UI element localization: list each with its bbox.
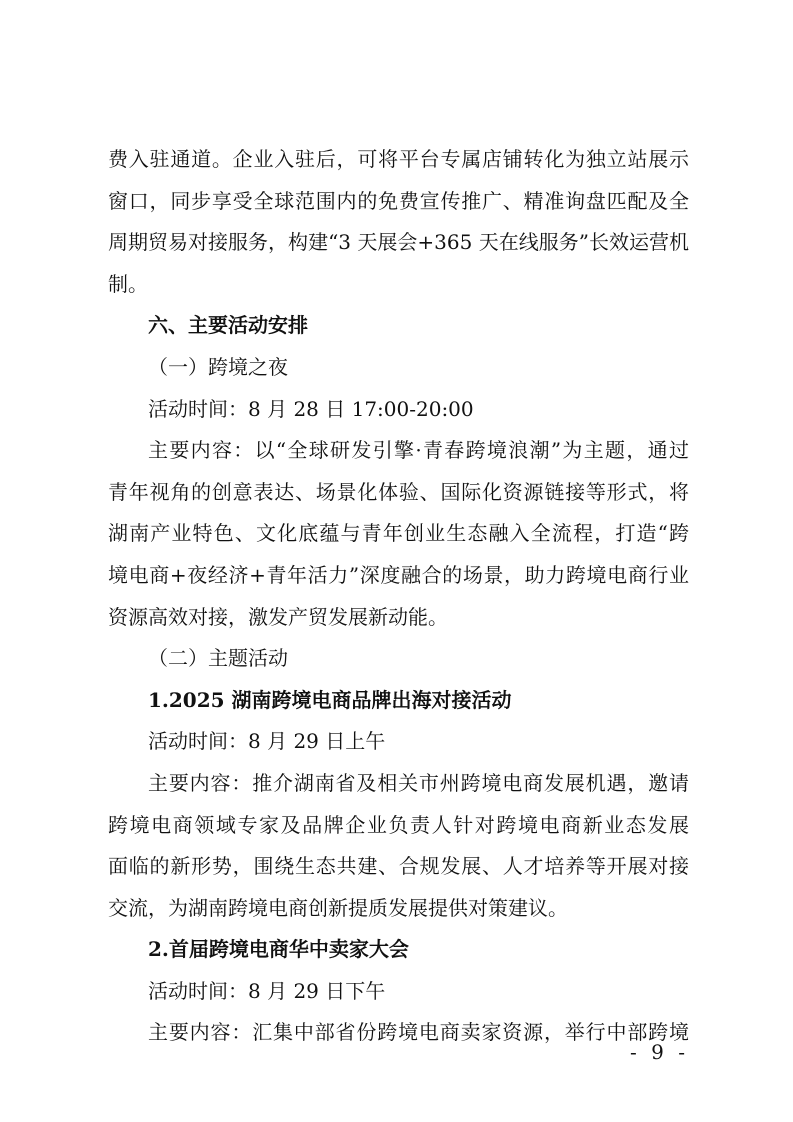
heading <box>108 929 689 971</box>
subheading <box>108 638 689 680</box>
heading <box>108 305 689 347</box>
text-line: （二）主题活动 <box>148 646 288 671</box>
text-line: 制。 <box>108 271 148 296</box>
text-line: 面临的新形势，围绕生态共建、合规发展、人才培养等开展对接 <box>108 854 689 879</box>
text-line: 窗口，同步享受全球范围内的免费宣传推广、精准询盘匹配及全 <box>108 188 689 213</box>
paragraph <box>108 721 689 763</box>
text-line: 活动时间：8 月 28 日 17:00-20:00 <box>148 396 474 421</box>
text-line: （一）跨境之夜 <box>148 354 288 379</box>
text-line: 资源高效对接，激发产贸发展新动能。 <box>108 604 448 629</box>
paragraph <box>108 389 689 431</box>
paragraph <box>108 763 689 929</box>
document-body <box>108 139 689 1054</box>
text-line: 1.2025 湖南跨境电商品牌出海对接活动 <box>148 687 512 712</box>
text-line: 2.首届跨境电商华中卖家大会 <box>148 937 409 962</box>
text-line: 费入驻通道。企业入驻后，可将平台专属店铺转化为独立站展示 <box>108 147 689 171</box>
text-line: 主要内容：以“全球研发引擎·青春跨境浪潮”为主题，通过 <box>148 438 689 463</box>
heading <box>108 680 689 722</box>
page-number: - 9 - <box>630 1040 689 1064</box>
text-line: 主要内容：汇集中部省份跨境电商卖家资源，举行中部跨境 <box>148 1020 689 1045</box>
text-line: 交流，为湖南跨境电商创新提质发展提供对策建议。 <box>108 895 568 920</box>
text-line: 周期贸易对接服务，构建“3 天展会+365 天在线服务”长效运营机 <box>108 230 689 255</box>
text-line: 境电商+夜经济+青年活力”深度融合的场景，助力跨境电商行业 <box>108 562 689 587</box>
text-line: 活动时间：8 月 29 日上午 <box>148 729 386 754</box>
text-line: 六、主要活动安排 <box>148 313 308 338</box>
paragraph <box>108 430 689 638</box>
text-line: 跨境电商领域专家及品牌企业负责人针对跨境电商新业态发展 <box>108 812 689 837</box>
paragraph <box>108 1012 689 1054</box>
text-line: 活动时间：8 月 29 日下午 <box>148 978 386 1003</box>
text-line: 主要内容：推介湖南省及相关市州跨境电商发展机遇，邀请 <box>148 770 689 795</box>
paragraph <box>108 971 689 1013</box>
text-line: 青年视角的创意表达、场景化体验、国际化资源链接等形式，将 <box>108 479 689 504</box>
paragraph <box>108 139 689 305</box>
subheading <box>108 347 689 389</box>
text-line: 湖南产业特色、文化底蕴与青年创业生态融入全流程，打造“跨 <box>108 521 689 546</box>
